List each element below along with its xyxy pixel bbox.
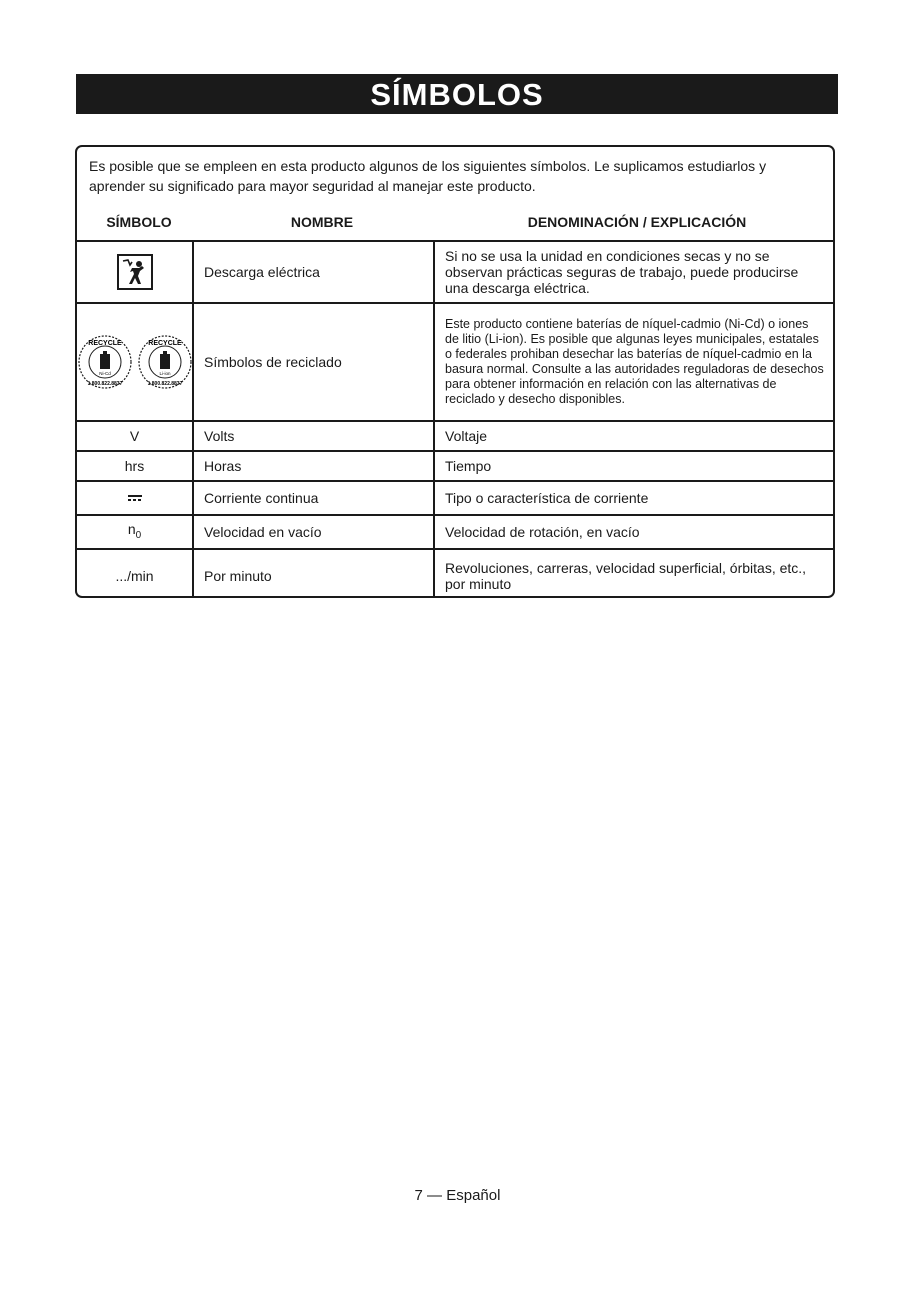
symbol-explanation: Tiempo [445, 458, 492, 474]
symbol-explanation: Revoluciones, carreras, velocidad superficial, órbitas, etc., por minuto [445, 560, 807, 592]
symbol-name: Horas [204, 458, 242, 474]
header-explanation: DENOMINACIÓN / EXPLICACIÓN [527, 214, 747, 230]
svg-text:1.800.822.8837: 1.800.822.8837 [147, 381, 182, 387]
symbol-name: Por minuto [204, 568, 272, 584]
recycle-seals [77, 334, 193, 390]
symbol-name: Símbolos de reciclado [204, 354, 342, 370]
symbol-name: Descarga eléctrica [204, 264, 320, 280]
header-name: NOMBRE [290, 214, 354, 230]
symbol-explanation: Este producto contiene baterías de níquel-cadmio (Ni-Cd) o iones de litio (Li-ion). Es posible que algunas leyes municipales, estatales o federales prohiban desechar las baterías de níquel-cadmio en la basura normal. Consulte a las autoridades reguladoras de desechos para obtener información en relación con las alternativas de reciclado y desecho disponibles. [445, 317, 824, 406]
symbol-name: Velocidad en vacío [204, 524, 322, 540]
table-row [77, 420, 833, 450]
symbol-text: hrs [124, 458, 145, 474]
symbol-name: Corriente continua [204, 490, 319, 506]
svg-text:RECYCLE: RECYCLE [147, 340, 182, 347]
electric-shock-icon [117, 254, 153, 290]
direct-current-icon [128, 495, 142, 501]
symbol-explanation: Voltaje [445, 428, 488, 444]
table-row [77, 302, 833, 420]
svg-text:RECYCLE: RECYCLE [87, 340, 122, 347]
intro-text: Es posible que se empleen en esta producto algunos de los siguientes símbolos. Le suplicamos estudiarlos y aprender su significado para mayor seguridad al manejar este producto. [89, 158, 767, 194]
symbol-text: $n_0$ [127, 520, 142, 541]
page-footer: 7 — Español [414, 1187, 501, 1204]
symbols-panel [75, 145, 835, 598]
symbol-text: V [129, 428, 140, 444]
page-title: SÍMBOLOS [76, 74, 838, 114]
symbols-table [77, 240, 833, 598]
table-row [77, 240, 833, 302]
table-row [77, 450, 833, 480]
symbol-text: .../min [115, 568, 154, 584]
symbol-name: Volts [204, 428, 235, 444]
header-symbol: SÍMBOLO [106, 214, 172, 230]
svg-text:Ni-Cd: Ni-Cd [98, 371, 111, 376]
svg-text:Li-ion: Li-ion [158, 371, 171, 376]
symbol-explanation: Velocidad de rotación, en vacío [445, 524, 640, 540]
rbrc-recycle-seal-icon [137, 334, 193, 390]
table-row [77, 480, 833, 514]
table-row [77, 514, 833, 548]
symbol-explanation: Si no se usa la unidad en condiciones secas y no se observan prácticas seguras de trabajo, puede producirse una descarga eléctrica. [445, 248, 799, 296]
svg-text:1.800.822.8837: 1.800.822.8837 [87, 381, 122, 387]
table-row [77, 548, 833, 598]
rbrc-recycle-seal-icon [77, 334, 133, 390]
symbol-explanation: Tipo o característica de corriente [445, 490, 649, 506]
